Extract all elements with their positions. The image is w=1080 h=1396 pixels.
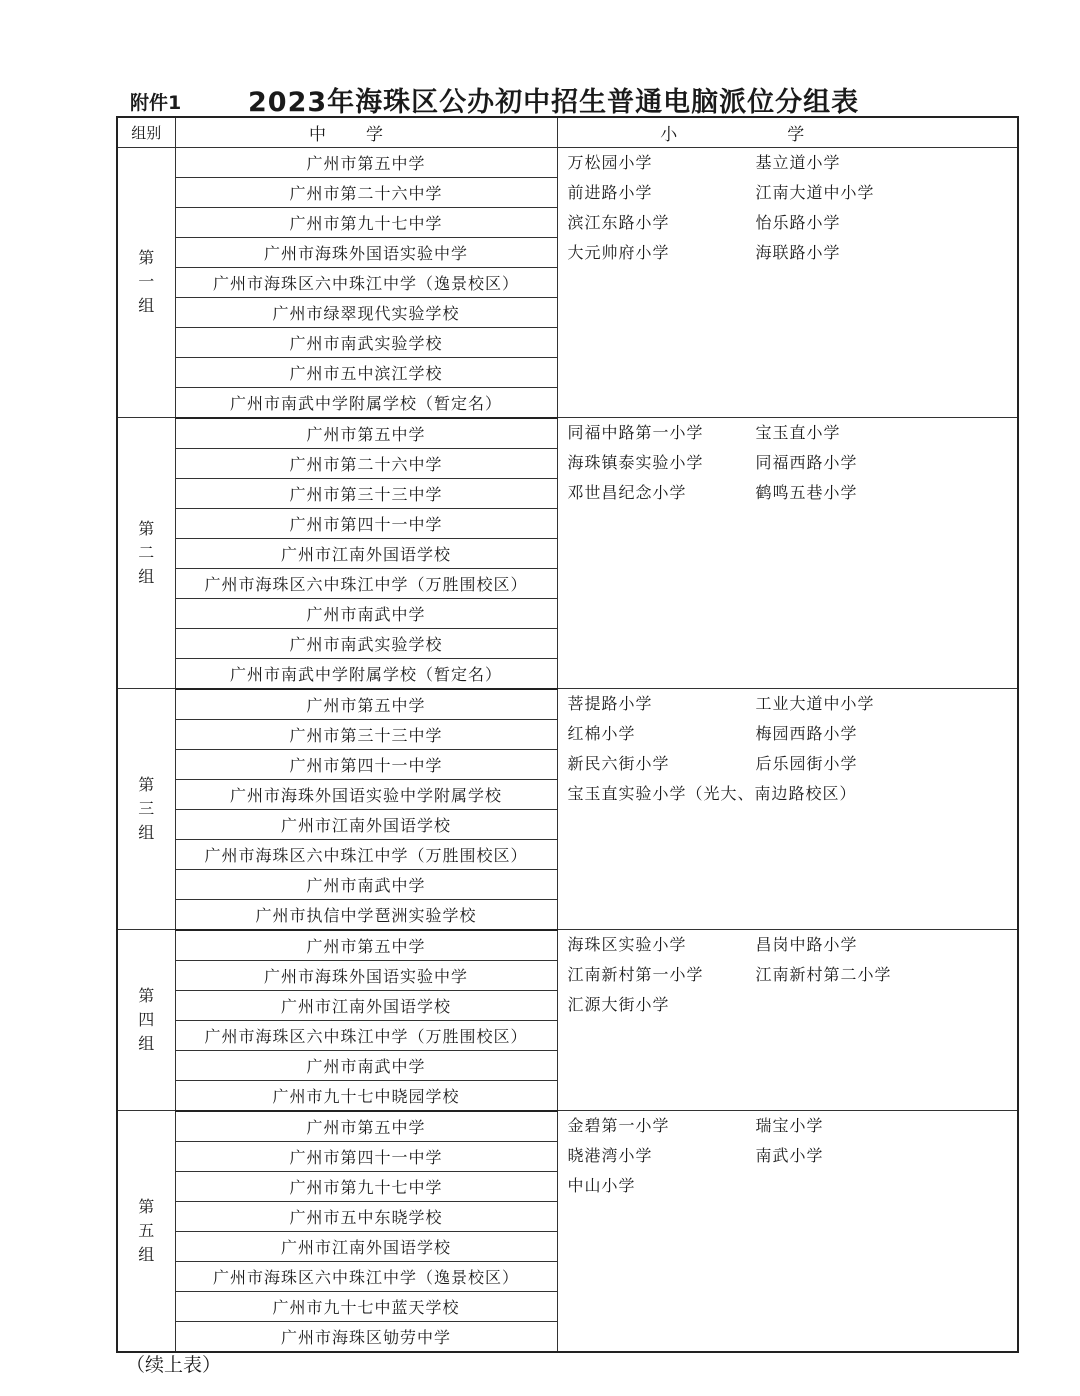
middle-school-cell: 广州市五中东晓学校 — [175, 1201, 557, 1231]
primary-schools-cell — [557, 1111, 1018, 1352]
column-header-middle-school: 中学 — [175, 117, 557, 147]
primary-school-name: 海珠镇泰实验小学 — [567, 453, 704, 472]
primary-school-line — [558, 990, 1018, 1020]
middle-school-cell: 广州市海珠外国语实验中学 — [175, 237, 557, 267]
primary-school-line — [558, 960, 1018, 990]
table-row — [117, 1111, 1018, 1142]
middle-school-cell: 广州市海珠区六中珠江中学（万胜围校区） — [175, 839, 557, 869]
primary-school-name: 瑞宝小学 — [755, 1116, 824, 1135]
primary-school-name: 昌岗中路小学 — [755, 935, 858, 954]
table-row — [117, 689, 1018, 720]
group-label-char: 第 — [138, 248, 155, 268]
primary-school-name: 红棉小学 — [567, 724, 636, 743]
group-label-char: 四 — [138, 1010, 155, 1029]
middle-school-cell: 广州市第五中学 — [175, 930, 557, 961]
primary-school-name: 同福西路小学 — [755, 453, 858, 472]
group-label-char: 三 — [138, 799, 155, 818]
middle-school-cell: 广州市第九十七中学 — [175, 1171, 557, 1201]
group-label-char: 一 — [138, 272, 155, 292]
middle-school-cell: 广州市南武实验学校 — [175, 628, 557, 658]
primary-school-line — [558, 478, 1018, 508]
primary-schools-cell — [557, 689, 1018, 930]
middle-school-cell: 广州市南武中学 — [175, 1050, 557, 1080]
middle-school-cell: 广州市海珠外国语实验中学 — [175, 960, 557, 990]
primary-school-name: 邓世昌纪念小学 — [567, 483, 687, 502]
primary-school-line — [558, 418, 1018, 448]
primary-school-name: 鹤鸣五巷小学 — [755, 483, 858, 502]
primary-school-name: 同福中路第一小学 — [567, 423, 704, 442]
primary-school-name: 江南大道中小学 — [755, 182, 875, 202]
primary-school-name: 金碧第一小学 — [567, 1116, 670, 1135]
middle-school-cell: 广州市南武中学附属学校（暂定名） — [175, 658, 557, 689]
middle-school-cell: 广州市南武中学附属学校（暂定名） — [175, 387, 557, 418]
grouping-table — [116, 116, 1019, 1353]
primary-school-name: 工业大道中小学 — [755, 694, 875, 713]
middle-school-cell: 广州市第五中学 — [175, 147, 557, 177]
primary-school-name: 万松园小学 — [567, 152, 653, 172]
group-label-char: 组 — [138, 823, 155, 842]
group-label-char: 第 — [138, 1196, 155, 1216]
middle-school-cell: 广州市第五中学 — [175, 689, 557, 720]
primary-school-line — [558, 689, 1018, 719]
middle-school-cell: 广州市第四十一中学 — [175, 508, 557, 538]
middle-school-cell: 广州市五中滨江学校 — [175, 357, 557, 387]
primary-school-name: 晓港湾小学 — [567, 1146, 653, 1165]
primary-school-line — [558, 148, 1018, 178]
middle-school-cell: 广州市第四十一中学 — [175, 749, 557, 779]
column-header-group: 组别 — [117, 117, 175, 147]
primary-schools-cell — [557, 147, 1018, 418]
middle-school-cell: 广州市南武中学 — [175, 869, 557, 899]
primary-school-name: 滨江东路小学 — [567, 212, 670, 232]
middle-school-cell: 广州市执信中学琶洲实验学校 — [175, 899, 557, 930]
middle-school-cell: 广州市海珠区劬劳中学 — [175, 1321, 557, 1352]
primary-school-line — [558, 1141, 1018, 1171]
middle-school-cell: 广州市第九十七中学 — [175, 207, 557, 237]
primary-school-name: 怡乐路小学 — [755, 212, 841, 232]
primary-school-name: 梅园西路小学 — [755, 724, 858, 743]
middle-school-cell: 广州市江南外国语学校 — [175, 538, 557, 568]
middle-school-cell: 广州市绿翠现代实验学校 — [175, 297, 557, 327]
primary-school-line — [558, 749, 1018, 779]
group-label — [117, 147, 175, 418]
primary-school-line — [558, 208, 1018, 238]
group-label-char: 第 — [138, 986, 155, 1005]
middle-school-cell: 广州市江南外国语学校 — [175, 809, 557, 839]
table-row — [117, 147, 1018, 177]
middle-school-cell: 广州市江南外国语学校 — [175, 990, 557, 1020]
group-label — [117, 930, 175, 1111]
primary-schools-cell — [557, 418, 1018, 689]
primary-school-line — [558, 930, 1018, 960]
middle-school-cell: 广州市第三十三中学 — [175, 719, 557, 749]
middle-school-cell: 广州市第四十一中学 — [175, 1141, 557, 1171]
group-label-char: 二 — [138, 543, 155, 562]
middle-school-cell: 广州市海珠区六中珠江中学（万胜围校区） — [175, 568, 557, 598]
primary-school-line — [558, 238, 1018, 268]
group-label — [117, 1111, 175, 1352]
group-label-char: 组 — [138, 1034, 155, 1053]
primary-school-name: 新民六街小学 — [567, 754, 670, 773]
group-label — [117, 418, 175, 689]
table-body — [117, 147, 1018, 1352]
middle-school-cell: 广州市第三十三中学 — [175, 478, 557, 508]
primary-school-line — [558, 1171, 1018, 1201]
group-label — [117, 689, 175, 930]
primary-school-line — [558, 1111, 1018, 1141]
group-label-char: 第 — [138, 775, 155, 794]
primary-school-line — [558, 779, 1018, 809]
middle-school-cell: 广州市九十七中晓园学校 — [175, 1080, 557, 1111]
primary-school-name: 前进路小学 — [567, 182, 653, 202]
middle-school-cell: 广州市南武实验学校 — [175, 327, 557, 357]
attachment-label: 附件1 — [130, 92, 182, 114]
middle-school-cell: 广州市南武中学 — [175, 598, 557, 628]
middle-school-cell: 广州市海珠区六中珠江中学（逸景校区） — [175, 1261, 557, 1291]
primary-school-line — [558, 719, 1018, 749]
primary-school-name: 宝玉直实验小学（光大、南边路校区） — [567, 784, 857, 803]
group-label-char: 五 — [138, 1220, 155, 1240]
primary-school-name: 菩提路小学 — [567, 694, 653, 713]
group-label-char: 组 — [138, 1244, 155, 1264]
primary-school-name: 基立道小学 — [755, 152, 841, 172]
middle-school-cell: 广州市九十七中蓝天学校 — [175, 1291, 557, 1321]
primary-school-name: 江南新村第二小学 — [755, 965, 892, 984]
primary-school-line — [558, 178, 1018, 208]
middle-school-cell: 广州市海珠外国语实验中学附属学校 — [175, 779, 557, 809]
primary-schools-cell — [557, 930, 1018, 1111]
table-row — [117, 930, 1018, 961]
primary-school-name: 宝玉直小学 — [755, 423, 841, 442]
primary-school-name: 中山小学 — [567, 1176, 636, 1195]
middle-school-cell: 广州市第二十六中学 — [175, 448, 557, 478]
group-label-char: 组 — [138, 296, 155, 316]
continuation-note: （续上表） — [126, 1354, 222, 1376]
primary-school-name: 江南新村第一小学 — [567, 965, 704, 984]
middle-school-cell: 广州市江南外国语学校 — [175, 1231, 557, 1261]
primary-school-name: 后乐园街小学 — [755, 754, 858, 773]
primary-school-name: 海联路小学 — [755, 242, 841, 262]
middle-school-cell: 广州市海珠区六中珠江中学（万胜围校区） — [175, 1020, 557, 1050]
primary-school-name: 南武小学 — [755, 1146, 824, 1165]
middle-school-cell: 广州市海珠区六中珠江中学（逸景校区） — [175, 267, 557, 297]
primary-school-line — [558, 448, 1018, 478]
middle-school-cell: 广州市第五中学 — [175, 1111, 557, 1142]
primary-school-name: 汇源大街小学 — [567, 995, 670, 1014]
group-label-char: 组 — [138, 567, 155, 586]
middle-school-cell: 广州市第二十六中学 — [175, 177, 557, 207]
middle-school-cell: 广州市第五中学 — [175, 418, 557, 449]
primary-school-name: 大元帅府小学 — [567, 242, 670, 262]
table-row — [117, 418, 1018, 449]
page-title: 2023年海珠区公办初中招生普通电脑派位分组表 — [248, 87, 860, 118]
column-header-primary-school: 小学 — [557, 117, 1018, 147]
group-label-char: 第 — [138, 519, 155, 538]
primary-school-name: 海珠区实验小学 — [567, 935, 687, 954]
